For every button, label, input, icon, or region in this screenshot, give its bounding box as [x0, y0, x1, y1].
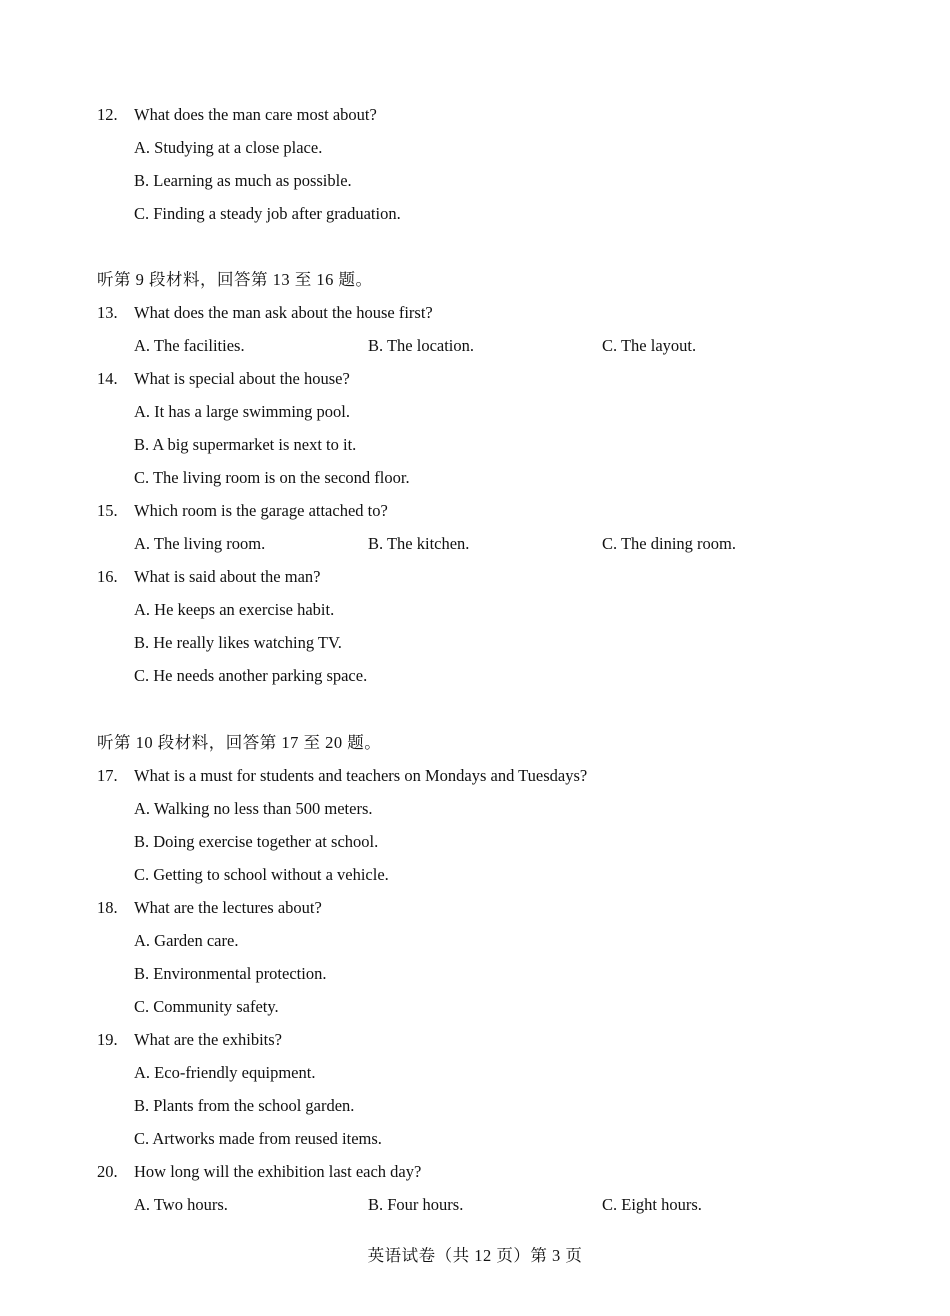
option-text: C. Finding a steady job after graduation.	[134, 204, 401, 223]
option-c: C. Eight hours.	[602, 1195, 702, 1214]
option-text: A. He keeps an exercise habit.	[134, 600, 335, 619]
question-text: What are the lectures about?	[134, 898, 322, 917]
question-number: 18.	[97, 898, 118, 917]
option-a: A. The facilities.	[134, 336, 245, 355]
question-text: Which room is the garage attached to?	[134, 501, 388, 520]
section-heading: 听第 9 段材料，回答第 13 至 16 题。	[97, 270, 373, 289]
option-text: C. Artworks made from reused items.	[134, 1129, 382, 1148]
option-text: C. He needs another parking space.	[134, 666, 368, 685]
question-text: How long will the exhibition last each day?	[134, 1162, 422, 1181]
option-text: B. A big supermarket is next to it.	[134, 435, 357, 454]
option-text: B. Learning as much as possible.	[134, 171, 352, 190]
option-text: B. Environmental protection.	[134, 964, 327, 983]
option-text: A. Studying at a close place.	[134, 138, 323, 157]
question-number: 15.	[97, 501, 118, 520]
option-text: B. Doing exercise together at school.	[134, 832, 379, 851]
option-text: B. Plants from the school garden.	[134, 1096, 355, 1115]
option-text: C. The living room is on the second floor.	[134, 468, 410, 487]
question-text: What is a must for students and teachers on Mondays and Tuesdays?	[134, 766, 588, 785]
question-number: 17.	[97, 766, 118, 785]
option-text: C. Community safety.	[134, 997, 279, 1016]
question-number: 13.	[97, 303, 118, 322]
option-c: C. The layout.	[602, 336, 697, 355]
option-text: A. Garden care.	[134, 931, 239, 950]
question-text: What is said about the man?	[134, 567, 321, 586]
option-c: C. The dining room.	[602, 534, 736, 553]
option-text: A. It has a large swimming pool.	[134, 402, 350, 421]
question-text: What does the man care most about?	[134, 105, 377, 124]
question-number: 14.	[97, 369, 118, 388]
option-text: A. Eco-friendly equipment.	[134, 1063, 316, 1082]
question-number: 12.	[97, 105, 118, 124]
option-text: C. Getting to school without a vehicle.	[134, 865, 389, 884]
section-heading: 听第 10 段材料，回答第 17 至 20 题。	[97, 733, 382, 752]
question-text: What does the man ask about the house first?	[134, 303, 433, 322]
question-number: 20.	[97, 1162, 118, 1181]
option-a: A. Two hours.	[134, 1195, 228, 1214]
option-text: A. Walking no less than 500 meters.	[134, 799, 373, 818]
option-b: B. The location.	[368, 336, 475, 355]
option-text: B. He really likes watching TV.	[134, 633, 342, 652]
question-text: What are the exhibits?	[134, 1030, 282, 1049]
option-b: B. The kitchen.	[368, 534, 470, 553]
option-a: A. The living room.	[134, 534, 266, 553]
question-number: 19.	[97, 1030, 118, 1049]
page-footer: 英语试卷（共 12 页）第 3 页	[367, 1246, 583, 1265]
question-number: 16.	[97, 567, 118, 586]
option-b: B. Four hours.	[368, 1195, 464, 1214]
question-text: What is special about the house?	[134, 369, 350, 388]
